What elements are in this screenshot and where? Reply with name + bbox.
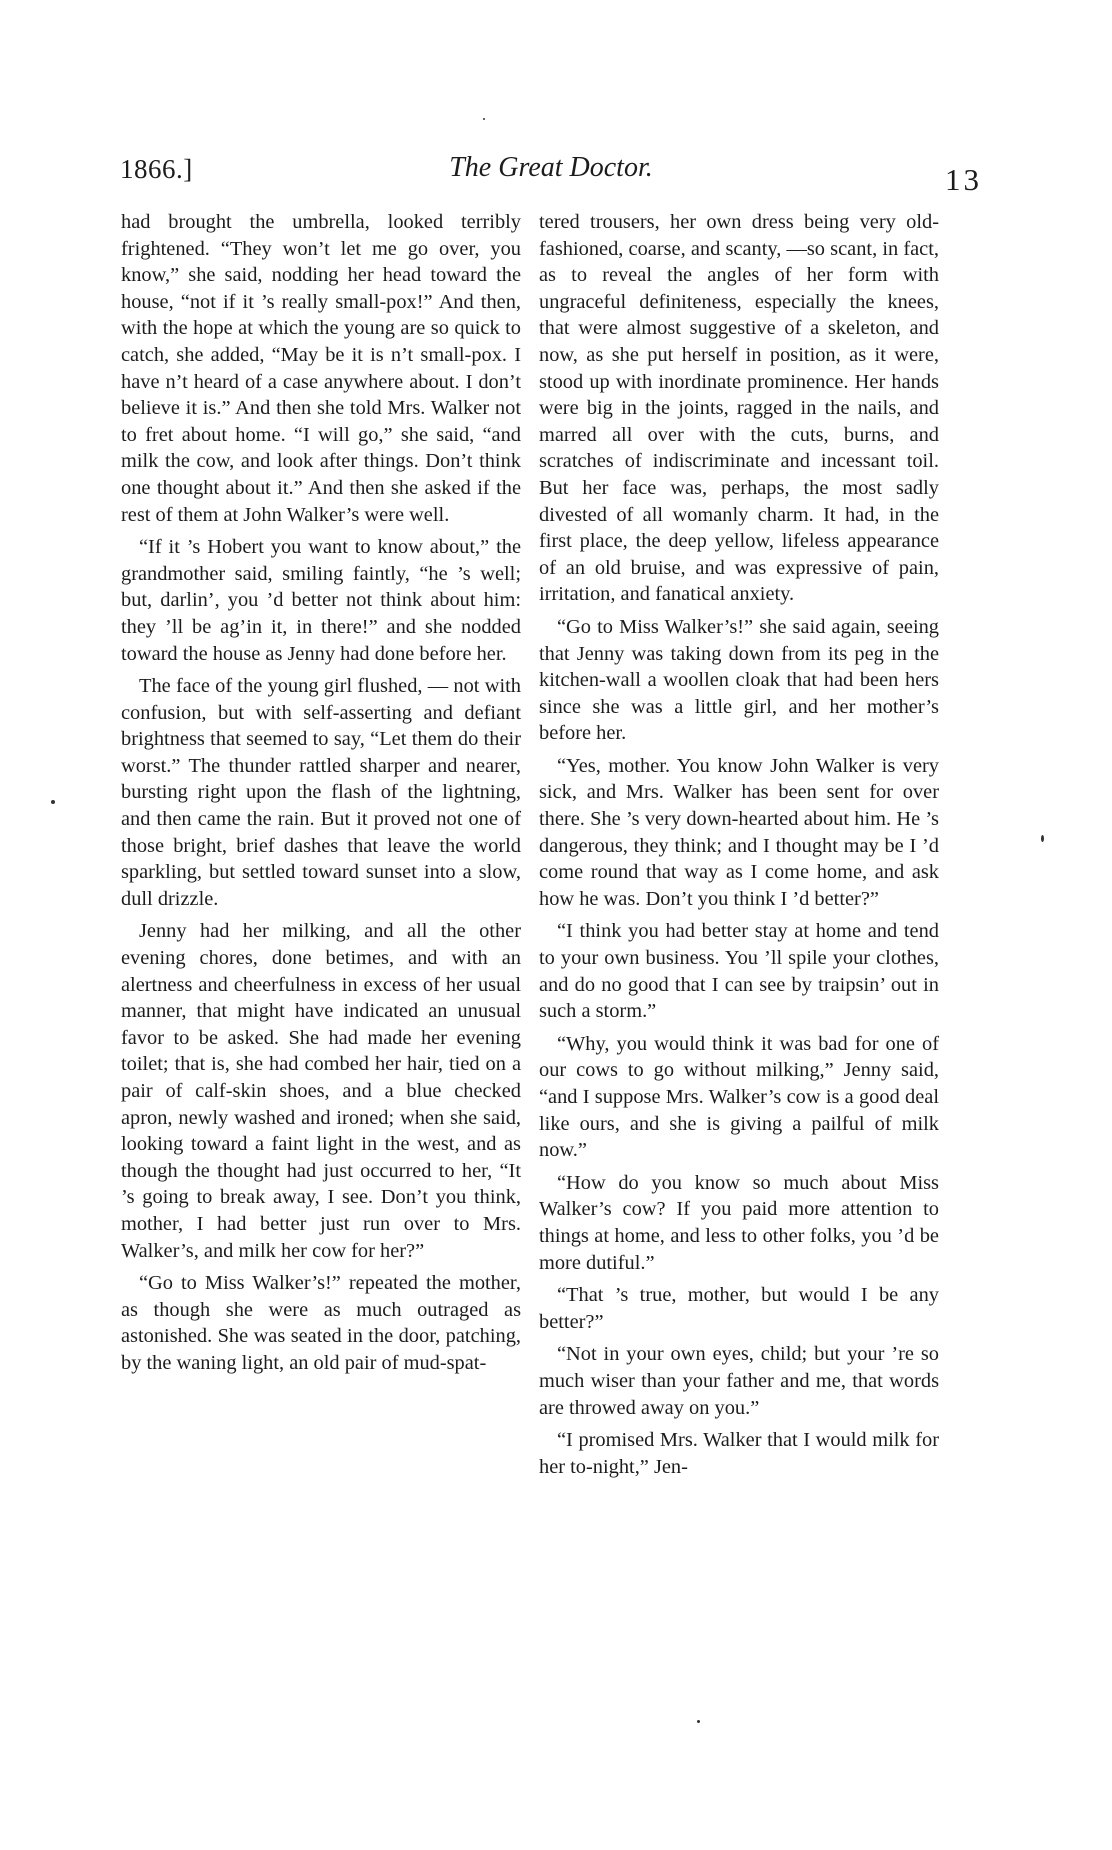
ink-speck [483, 118, 485, 120]
paragraph: “That ’s true, mother, but would I be any better?” [539, 1284, 939, 1333]
paragraph: “I promised Mrs. Walker that I would milk for her to-night,” Jen- [539, 1429, 939, 1478]
paragraph: The face of the young girl flushed, — not with confusion, but with self-asserting and defiant brightness that seemed to say, “Let them do their worst.” The thunder rattled sharper and nearer, bursting right upon the flash of the lightning, and then came the rain. But it proved not one of those bright, brief dashes that leave the world sparkling, but settled toward sunset into a slow, dull drizzle. [121, 675, 521, 910]
ink-speck [1041, 835, 1044, 842]
paragraph: “Not in your own eyes, child; but your ’re so much wiser than your father and me, that words are throwed away on you.” [539, 1343, 939, 1419]
right-column [539, 209, 939, 1480]
left-column [121, 209, 521, 1377]
paragraph: “Yes, mother. You know John Walker is very sick, and Mrs. Walker has been sent for over there. She ’s very down-hearted about him. He ’s dangerous, they think; and I thought may be I ’d come round that way as I come home, and ask how he was. Don’t you think I ’d better?” [539, 754, 939, 910]
paragraph: Jenny had her milking, and all the other evening chores, done betimes, and with an alertness and cheerfulness in excess of her usual manner, that might have indicated an unusual favor to be asked. She had made her evening toilet; that is, she had combed her hair, tied on a pair of calf-skin shoes, and a blue checked apron, newly washed and ironed; when she said, looking toward a faint light in the west, and as though the thought had just occurred to her, “It ’s going to break away, I see. Don’t you think, mother, I had better just run over to Mrs. Walker’s, and milk her cow for her?” [121, 920, 521, 1262]
page-number: 13 [945, 162, 982, 197]
paragraph: “I think you had better stay at home and tend to your own business. You ’ll spile your clothes, and do no good that I can see by traipsin’ out in such a storm.” [539, 920, 939, 1023]
paragraph: “Go to Miss Walker’s!” repeated the mother, as though she were as much outraged as astonished. She was seated in the door, patching, by the waning light, an old pair of mud-spat- [121, 1272, 521, 1374]
paragraph: had brought the umbrella, looked terribly frightened. “They won’t let me go over, you know,” she said, nodding her head toward the house, “not if it ’s really small-pox!” And then, with the hope at which the young are so quick to catch, she added, “May be it is n’t small-pox. I have n’t heard of a case anywhere about. I don’t believe it is.” And then she told Mrs. Walker not to fret about home. “I will go,” she said, “and milk the cow, and look after things. Don’t think one thought about it.” And then she asked if the rest of them at John Walker’s were well. [121, 211, 521, 526]
running-head [120, 148, 982, 198]
header-title: The Great Doctor. [449, 152, 653, 183]
ink-speck [51, 800, 55, 804]
paragraph: “If it ’s Hobert you want to know about,” the grandmother said, smiling faintly, “he ’s well; but, darlin’, you ’d better not think about him: they ’ll be ag’in it, in there!” and she nodded toward the house as Jenny had done before her. [121, 536, 521, 665]
ink-speck [697, 1720, 700, 1723]
header-year: 1866.] [120, 154, 193, 184]
paragraph: “Why, you would think it was bad for one of our cows to go without milking,” Jenny said, “and I suppose Mrs. Walker’s cow is a good deal like ours, and she is giving a pailful of milk now.” [539, 1032, 939, 1162]
paragraph: “How do you know so much about Miss Walker’s cow? If you paid more attention to things at home, and less to other folks, you ’d be more dutiful.” [539, 1171, 939, 1274]
paragraph: “Go to Miss Walker’s!” she said again, seeing that Jenny was taking down from its peg in the kitchen-wall a woollen cloak that had been hers since she was a little girl, and her mother’s before her. [539, 615, 939, 745]
paragraph: tered trousers, her own dress being very old-fashioned, coarse, and scanty, —so scant, in fact, as to reveal the angles of her form with ungraceful definiteness, especially the knees, that were almost suggestive of a skeleton, and now, as she put herself in position, as it were, stood up with inordinate prominence. Her hands were big in the joints, ragged in the nails, and marred all over with the cuts, burns, and scratches of indiscriminate and incessant toil. But her face was, perhaps, the most sadly divested of all womanly charm. It had, in the first place, the deep yellow, lifeless appearance of an old bruise, and was expressive of pain, irritation, and fanatical anxiety. [539, 211, 939, 606]
